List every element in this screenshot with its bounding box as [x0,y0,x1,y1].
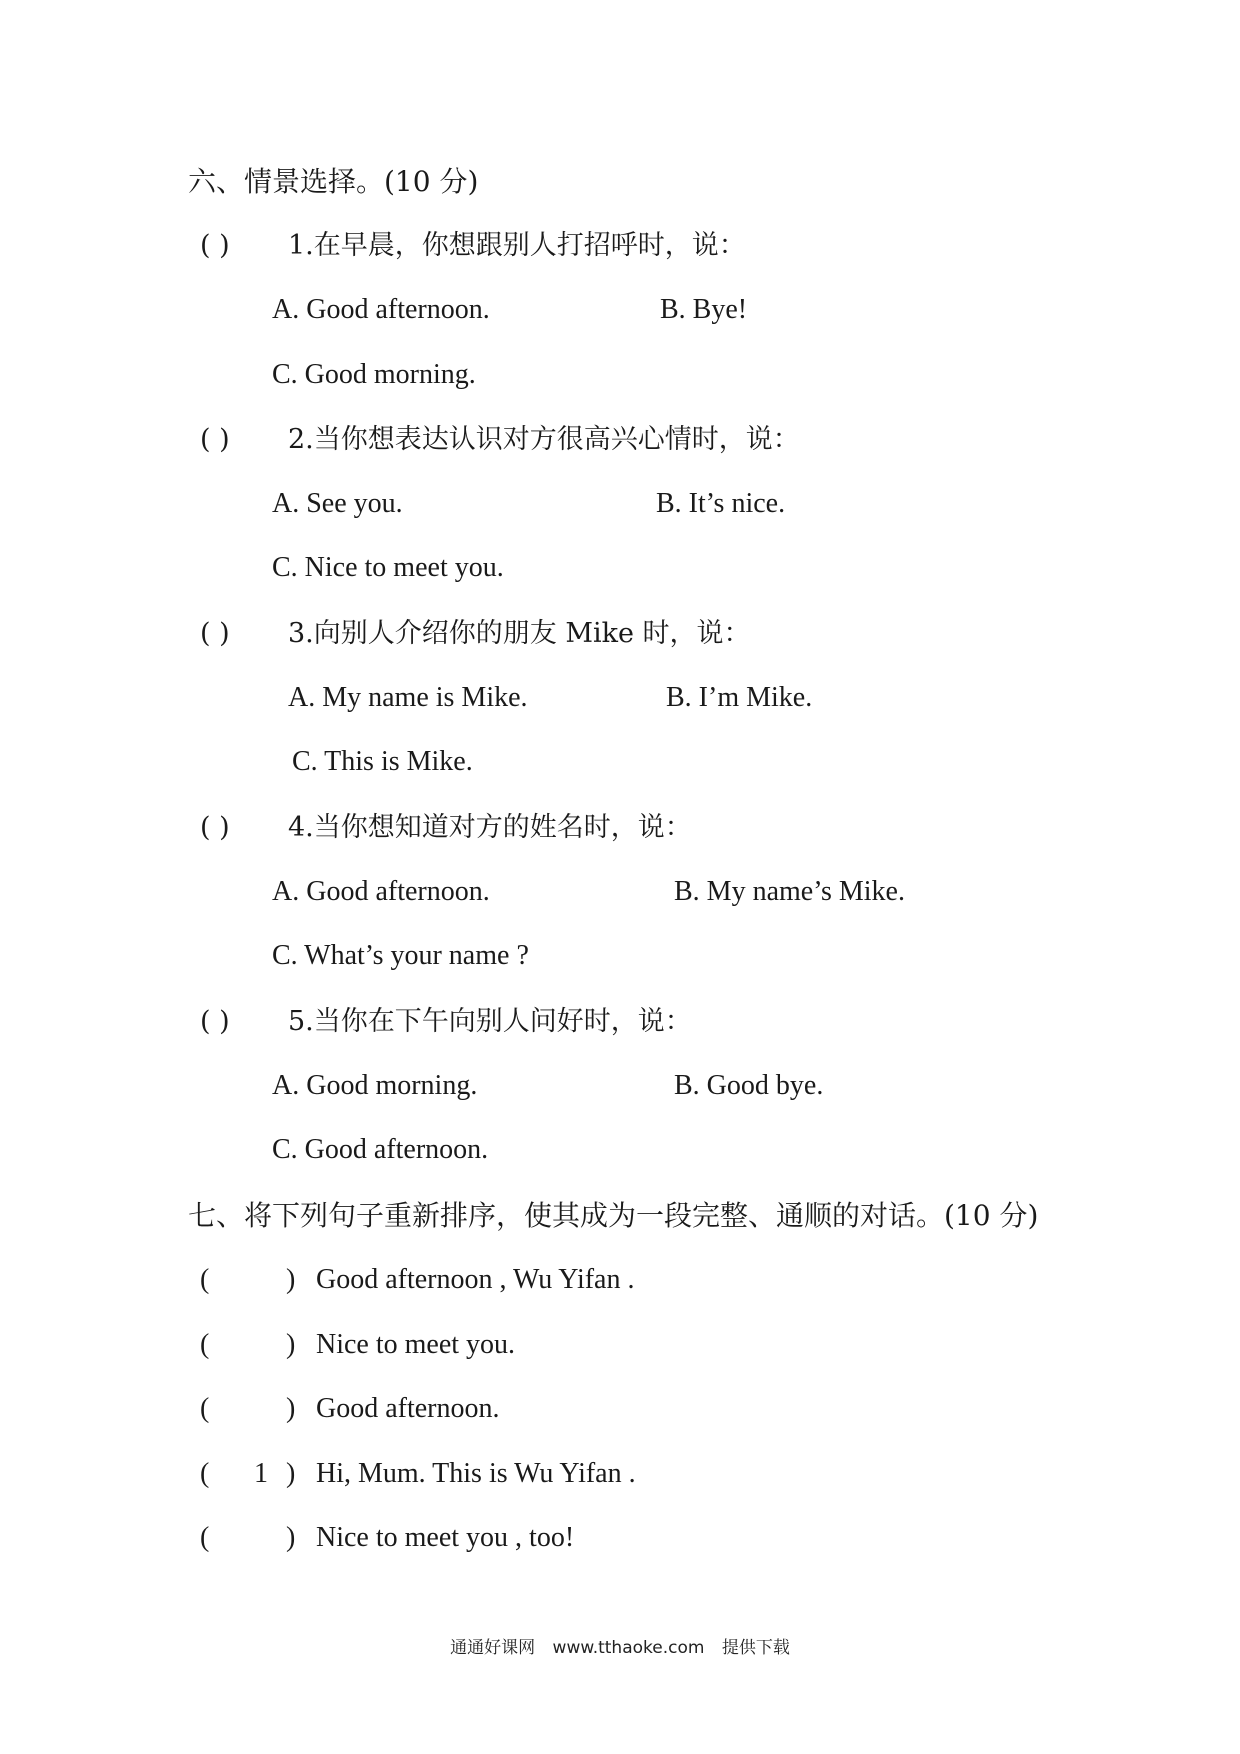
dialogue-sentence: Nice to meet you , too! [316,1522,575,1553]
order-item: ( ) Good afternoon. [200,1393,500,1424]
question-4 [200,808,692,848]
question-stem: 1.在早晨，你想跟别人打招呼时，说： [288,230,746,261]
option-a: A. Good afternoon. [272,294,490,325]
option-a: A. Good morning. [272,1070,478,1101]
answer-blank[interactable]: ( ) [200,424,230,455]
question-3 [200,614,751,654]
option-b: B. Good bye. [674,1070,824,1101]
question-stem: 5.当你在下午向别人问好时，说： [288,1006,692,1037]
option-b: B. It’s nice. [656,488,786,519]
answer-blank[interactable]: ( ) [200,618,230,649]
option-c: C. Good afternoon. [272,1134,489,1165]
footer-url[interactable]: www.tthaoke.com [552,1638,705,1658]
question-stem: 3.向别人介绍你的朋友 Mike 时，说： [288,618,751,649]
section6-heading: 六、情景选择。(10 分) [188,165,479,198]
option-c: C. This is Mike. [292,746,473,777]
footer-site-name: 通通好课网 [450,1638,536,1658]
option-b: B. Bye! [660,294,748,325]
option-a: A. Good afternoon. [272,876,490,907]
option-c: C. What’s your name ? [272,940,529,971]
order-item: ( 1 ) Hi, Mum. This is Wu Yifan . [200,1454,636,1494]
question-2 [200,420,800,460]
dialogue-sentence: Good afternoon. [316,1393,500,1424]
option-b: B. I’m Mike. [666,682,813,713]
option-c: C. Good morning. [272,359,476,390]
dialogue-sentence: Good afternoon , Wu Yifan . [316,1264,635,1295]
order-item: ( ) Good afternoon , Wu Yifan . [200,1264,635,1295]
option-b: B. My name’s Mike. [674,876,905,907]
order-item: ( ) Nice to meet you. [200,1329,516,1360]
option-c: C. Nice to meet you. [272,552,504,583]
dialogue-sentence: Nice to meet you. [316,1329,516,1360]
question-stem: 4.当你想知道对方的姓名时，说： [288,812,692,843]
answer-blank[interactable]: ( ) [200,230,230,261]
option-a: A. My name is Mike. [288,682,528,713]
section7-heading: 七、将下列句子重新排序，使其成为一段完整、通顺的对话。(10 分) [188,1199,1039,1232]
order-item: ( ) Nice to meet you , too! [200,1522,575,1553]
dialogue-sentence: Hi, Mum. This is Wu Yifan . [316,1458,636,1489]
footer-note: 提供下载 [721,1638,790,1658]
question-1 [200,226,746,266]
option-a: A. See you. [272,488,403,519]
order-blank[interactable]: 1 [254,1458,268,1489]
question-5 [200,1002,692,1042]
page-footer [0,1636,1240,1660]
question-stem: 2.当你想表达认识对方很高兴心情时，说： [288,424,800,455]
answer-blank[interactable]: ( ) [200,1006,230,1037]
answer-blank[interactable]: ( ) [200,812,230,843]
